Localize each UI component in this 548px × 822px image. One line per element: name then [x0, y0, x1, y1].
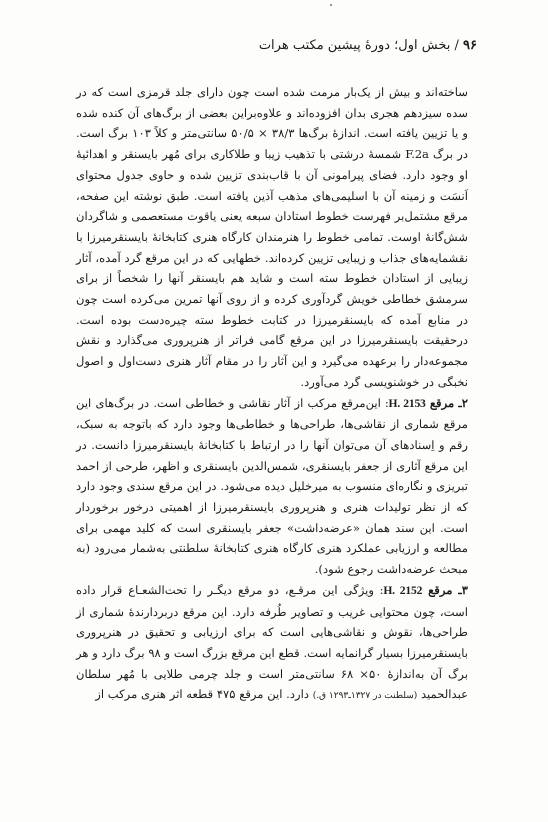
body-text [76, 82, 468, 707]
running-header [259, 38, 477, 53]
item-2-code: H. 2153 [388, 396, 426, 410]
item-3-text-a: : ویژگی این مرقـع، دو مرقع دیگـر را تحت‌الشعـاع قرار داده است، چون محتوایی غریب و تصاویر طُرفه دارد. این مرقع دربردارندهٔ شماری از طراحی‌ها، نقوش و نقاشی‌هایی است که برای ارزیابی و تحقیق در هنرپروری بایسنقرمیرزا بسیار گرانمایه است. قطع این مرقع بزرگ است و ۹۸ برگ دارد و هر برگ آن به‌اندازهٔ ۵۰× ۶۸ سانتی‌متر است و جلد چرمی طلایی با مُهر سلطان عبدالحمید [76, 582, 468, 702]
item-2-label: مرقع [429, 395, 455, 410]
item-3-text-b: دارد. این مرقع ۴۷۵ قطعه اثر هنری مرکب از [95, 687, 313, 702]
running-title: بخش اول؛ دورهٔ پیشین مکتب هرات [258, 38, 451, 53]
scan-speck [330, 4, 332, 6]
item-2-text: : این‌مرقع مرکب از آثار نقاشی و خطاطی است. در برگ‌های این مرقع شماری از نقاشی‌ها، طراحی‌ها و خطاطی‌ها وجود دارد که باتوجه به سبک، رقم و اِسنادهای آن می‌توان آنها را در ارتباط با کتابخانهٔ بایسنقرمیرزا دانست. در این مرقع آثاری از جعفر بایسنقری، شمس‌الدین بایسنقری و اظهر، طرحی از احمد تبریزی و نگاره‌ای منسوب به میرخلیل دیده می‌شود. در این مرقع سندی وجود دارد که از نظر تولیدات هنری و هنرپروری بایسنقرمیرزا از اهمیتی درخور برخوردار است. این سند همان «عرضه‌داشت» جعفر بایسنقری است که کلید مهمی برای مطالعه و ارزیابی عملکرد هنری کارگاه هنری کتابخانهٔ سلطنتی به‌شمار می‌رود (به مبحث عرضه‌داشت رجوع شود). [76, 395, 468, 577]
paragraph-item-3 [76, 580, 468, 707]
item-2-number: ۲ـ [458, 395, 469, 410]
item-3-reign-note: (سلطنت در ۱۳۲۷ـ۱۲۹۳ ق.) [312, 691, 418, 702]
header-separator: / [454, 38, 459, 53]
paragraph-item-2 [76, 393, 468, 580]
page-number: ۹۶ [463, 38, 477, 53]
item-3-label: مرقع [428, 582, 453, 597]
paragraph-1: ساخته‌اند و بیش از یک‌بار مرمت شده است چون دارای جلد قرمزی است که در سده سیزدهم هجری بدان افزوده‌اند و علاوه‌براین بعضی از برگ‌های آن کنده شده و یا تزیین یافته است. اندازهٔ برگ‌ها ۳۸/۳ × ۵۰/۵ سانتی‌متر و کلاً ۱۰۳ برگ است. در برگ F.2a شمسهٔ درشتی با تذهیب زیبا و طلاکاری برای مُهر بایسنقر و اهدائیهٔ او وجود دارد. فضای پیرامونی آن با قاب‌بندی تزیین شده و حاوی جدول محتوای اَنسَت و زمینه آن با اسلیمی‌های مذهب آذین یافته است. طبق نوشته این صفحه، مرقع مشتمل‌بر فهرست خطوط استادان سبعه یعنی یاقوت مستعصمی و شاگردان شش‌گانهٔ اوست. تمامی خطوط را هنرمندان کارگاه هنری کتابخانهٔ بایسنقرمیرزا با نقشمایه‌های جذاب و زیبایی تزیین کرده‌اند. خطهایی که در این مرقع گرد آمده، آثار زیبایی از استادان خطوط سته است و شاید هم بایسنقر آنها را شخصاً از برای سرمشق خطاطی خویش گردآوری کرده و از روی آنها تمرین می‌کرده است چون در منابع آمده که بایسنقرمیرزا در کتابت خطوط سته چیره‌دست بوده است. درحقیقت بایسنقرمیرزا در این مرقع گامی فراتر از هنرپروری می‌گذارد و نقش مجموعه‌دار را برعهده می‌گیرد و این آثار را در مقام آثار هنری دست‌اول و اصول نخبگی در خوشنویسی گرد می‌آورد. [76, 85, 468, 389]
item-3-number: ۳ـ [458, 582, 468, 597]
item-3-code: H. 2152 [383, 583, 423, 597]
